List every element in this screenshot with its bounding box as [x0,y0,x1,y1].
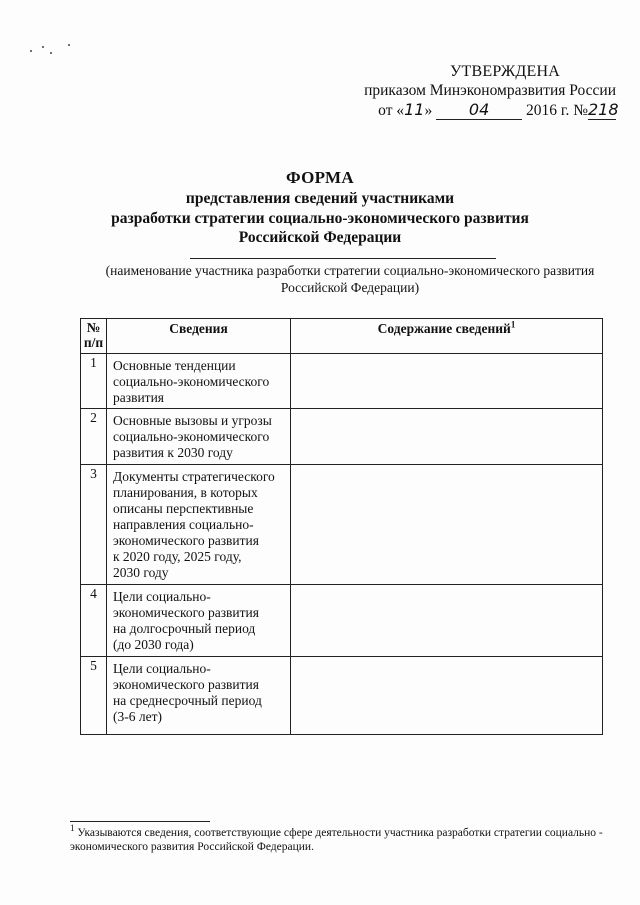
footnote-separator [70,821,210,822]
date-prefix: от « [378,102,405,119]
approval-title: УТВЕРЖДЕНА [449,63,560,80]
row-content-cell[interactable] [291,409,603,465]
table-header-row [81,319,603,354]
form-title: ФОРМА [286,168,354,187]
row-number: 1 [81,354,107,409]
footnote [70,823,610,854]
table-row [81,409,603,465]
row-info: Основные вызовы и угрозы социально-экономического развития к 2030 году [107,409,291,465]
footnote-mark: 1 [70,823,75,834]
form-heading [0,167,640,248]
row-number: 3 [81,465,107,585]
caption-line-2: Российской Федерации) [280,280,420,295]
approval-date [360,100,620,120]
approval-order: приказом Минэкономразвития России [364,82,616,99]
scan-specks [28,40,88,60]
table-row [81,585,603,657]
table-row [81,657,603,735]
footnote-line-2: экономического развития Российской Федерации. [70,841,314,853]
row-number: 4 [81,585,107,657]
order-number: 218 [588,100,619,119]
table-row [81,465,603,585]
header-info: Сведения [107,319,291,354]
date-mid: » [424,102,433,119]
date-month: 04 [436,100,522,120]
footnote-ref: 1 [510,319,516,330]
form-subtitle-1: представления сведений участниками [185,190,455,207]
row-number: 5 [81,657,107,735]
row-info: Основные тенденции социально-экономического развития [107,354,291,409]
form-subtitle-3: Российской Федерации [238,229,402,246]
row-content-cell[interactable] [291,354,603,409]
participant-name-caption [60,262,640,296]
info-table [80,318,603,735]
row-info: Цели социально- экономического развития на среднесрочный период (3-6 лет) [107,657,291,735]
caption-line-1: (наименование участника разработки стратегии социально-экономического развития [105,263,595,278]
participant-name-line [190,258,496,259]
row-content-cell[interactable] [291,465,603,585]
date-year: 2016 г. № [525,102,588,119]
header-content: Содержание сведений$^1$ [291,319,603,354]
approval-stamp [360,62,620,120]
footnote-line-1: $^1$ Указываются сведения, соответствующие сфере деятельности участника разработки стратегии социально - [70,823,603,839]
row-number: 2 [81,409,107,465]
row-content-cell[interactable] [291,585,603,657]
header-num: № п/п [81,319,107,354]
row-info: Документы стратегического планирования, в которых описаны перспективные направления социально- экономического развития к 2020 году, 2025 году, 2030 году [107,465,291,585]
row-info: Цели социально- экономического развития на долгосрочный период (до 2030 года) [107,585,291,657]
row-content-cell[interactable] [291,657,603,735]
date-day: 11 [404,100,425,119]
table-row [81,354,603,409]
form-subtitle-2: разработки стратегии социально-экономического развития [111,209,529,227]
